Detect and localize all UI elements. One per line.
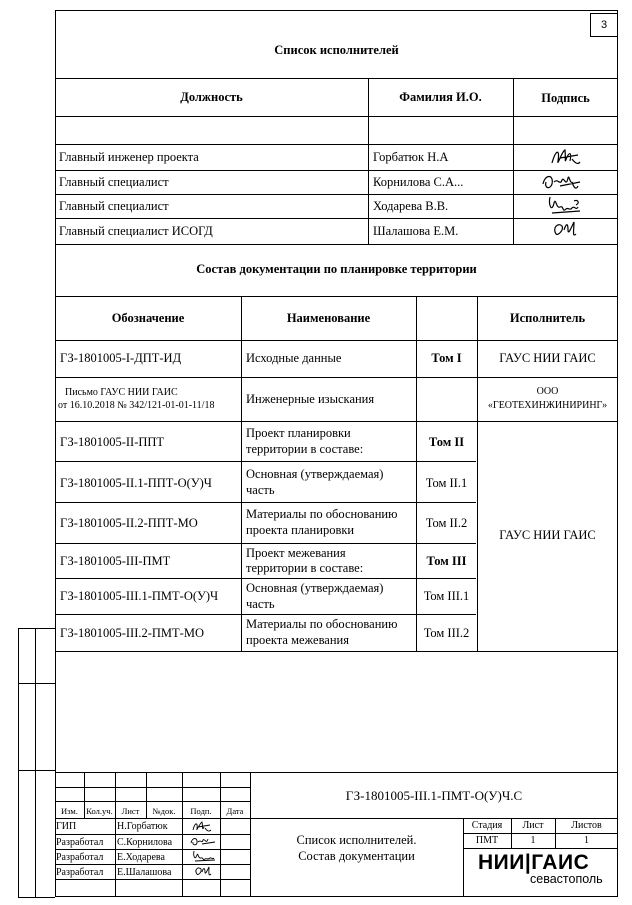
row-line (55, 78, 618, 79)
executor-name: Ходарева В.В. (373, 199, 449, 213)
row-line (55, 116, 618, 117)
doc-designation: ГЗ-1801005-III-ПМТ (60, 554, 171, 568)
doc-executor-line: «ГЕОТЕХИНЖИНИРИНГ» (487, 400, 608, 411)
row-line (55, 377, 618, 378)
stamp-role: Разработал (56, 852, 104, 863)
signature-image (189, 834, 217, 849)
doc-designation-line: от 16.10.2018 № 342/121-01-01-11/18 (58, 400, 215, 411)
stamp-stage-header: Стадия (471, 820, 503, 831)
company-logo: НИИ|ГАИС (478, 851, 590, 874)
executor-position: Главный специалист ИСОГД (59, 224, 213, 238)
doc-executor: ГАУС НИИ ГАИС (499, 528, 596, 542)
signature-image (192, 864, 214, 879)
margin-line (18, 770, 55, 771)
doc-designation: ГЗ-1801005-I-ДПТ-ИД (60, 351, 182, 365)
margin-line (18, 628, 55, 629)
doc-header-name: Наименование (286, 311, 371, 325)
doc-header-executor: Исполнитель (509, 311, 586, 325)
doc-name-line: Материалы по обоснованию (246, 507, 398, 521)
doc-volume: Том II (428, 435, 465, 449)
doc-name-line: проекта межевания (246, 633, 349, 647)
stamp-line (55, 772, 618, 773)
stamp-stage-value: ПМТ (475, 835, 499, 846)
margin-line (18, 628, 19, 897)
executors-header-name: Фамилия И.О. (399, 90, 482, 104)
col-line (241, 296, 242, 651)
doc-designation: ГЗ-1801005-II.2-ППТ-МО (60, 516, 198, 530)
doc-name-line: территории в составе: (246, 442, 364, 456)
margin-line (18, 683, 55, 684)
stamp-col-header: Дата (226, 806, 244, 816)
stamp-stage-header: Листов (571, 820, 602, 831)
stamp-col-header: Изм. (61, 806, 78, 816)
signature-image (190, 819, 214, 834)
margin-line (18, 897, 55, 898)
doc-name-line: проекта планировки (246, 523, 355, 537)
row-line (55, 502, 476, 503)
row-line (55, 421, 618, 422)
stamp-person: Е.Шалашова (117, 867, 172, 878)
executor-name: Корнилова С.А... (373, 175, 464, 189)
stamp-col-header: Кол.уч. (86, 806, 113, 816)
doc-name-line: часть (246, 597, 275, 611)
doc-executor-line: ООО (536, 386, 559, 397)
row-line (55, 170, 618, 171)
doc-designation-line: Письмо ГАУС НИИ ГАИС (65, 387, 178, 398)
executor-name: Горбатюк Н.А (373, 150, 449, 164)
executor-position: Главный специалист (59, 175, 169, 189)
doc-designation: ГЗ-1801005-II-ППТ (60, 435, 165, 449)
stamp-doc-title-line: Список исполнителей. (296, 833, 417, 847)
stamp-line (55, 818, 618, 819)
doc-executor: ГАУС НИИ ГАИС (499, 351, 596, 365)
doc-volume: Том II.2 (425, 516, 468, 530)
row-line (55, 651, 618, 652)
stamp-stage-header: Лист (522, 820, 544, 831)
doc-name-line: Проект межевания (246, 546, 346, 560)
stamp-stage-value: 1 (584, 835, 589, 846)
row-line (55, 340, 618, 341)
doc-volume: Том I (431, 351, 462, 365)
stamp-person: Е.Ходарева (117, 852, 165, 863)
stamp-person: С.Корнилова (117, 837, 173, 848)
doc-name-line: Исходные данные (246, 351, 342, 365)
executors-header-signature: Подпись (541, 91, 590, 105)
doc-header-designation: Обозначение (111, 311, 185, 325)
executors-header-position: Должность (180, 90, 243, 104)
row-line (55, 296, 618, 297)
stamp-line (463, 833, 618, 834)
executors-title: Список исполнителей (274, 43, 399, 57)
signature-image (548, 145, 582, 171)
stamp-line (463, 848, 618, 849)
row-line (55, 543, 476, 544)
signature-image (190, 849, 218, 864)
row-line (55, 578, 476, 579)
stamp-person: Н.Горбатюк (117, 821, 168, 832)
row-line (55, 244, 618, 245)
doc-volume: Том II.1 (425, 476, 468, 490)
stamp-line (182, 772, 183, 897)
doc-designation: ГЗ-1801005-II.1-ППТ-О(У)Ч (60, 476, 212, 490)
executor-name: Шалашова Е.М. (373, 224, 459, 238)
stamp-col-header: Подп. (190, 806, 212, 816)
doc-name-line: часть (246, 483, 275, 497)
stamp-stage-value: 1 (530, 835, 536, 846)
executor-position: Главный специалист (59, 199, 169, 213)
stamp-line (220, 772, 221, 897)
page-number: 3 (600, 19, 608, 31)
col-line (477, 296, 478, 651)
stamp-doc-title-line: Состав документации (298, 849, 415, 863)
doc-name-line: Основная (утверждаемая) (246, 467, 384, 481)
doc-designation: ГЗ-1801005-III.2-ПМТ-МО (60, 626, 204, 640)
doc-name-line: Основная (утверждаемая) (246, 581, 384, 595)
doc-name-line: Проект планировки (246, 426, 351, 440)
row-line (55, 218, 618, 219)
doc-volume: Том III.2 (423, 626, 470, 640)
stamp-line (115, 772, 116, 897)
row-line (55, 194, 618, 195)
doc-name-line: Материалы по обоснованию (246, 617, 398, 631)
doc-volume: Том III (426, 554, 467, 568)
stamp-role: Разработал (56, 837, 104, 848)
stamp-col-header: №док. (152, 806, 176, 816)
doc-volume: Том III.1 (423, 589, 470, 603)
signature-image (540, 170, 582, 194)
row-line (55, 144, 618, 145)
company-logo-subtitle: севастополь (530, 872, 603, 886)
doc-name-line: территории в составе: (246, 561, 364, 575)
stamp-code: ГЗ-1801005-III.1-ПМТ-О(У)Ч.С (345, 788, 523, 803)
row-line (55, 614, 476, 615)
documentation-title: Состав документации по планировке территории (196, 262, 477, 276)
row-line (55, 461, 476, 462)
stamp-role: ГИП (56, 821, 77, 832)
stamp-role: Разработал (56, 867, 104, 878)
signature-image (544, 193, 584, 219)
stamp-col-header: Лист (121, 806, 140, 816)
doc-designation: ГЗ-1801005-III.1-ПМТ-О(У)Ч (60, 589, 219, 603)
signature-image (550, 218, 580, 242)
margin-line (35, 628, 36, 897)
doc-name-line: Инженерные изыскания (246, 392, 375, 406)
executor-position: Главный инженер проекта (59, 150, 199, 164)
